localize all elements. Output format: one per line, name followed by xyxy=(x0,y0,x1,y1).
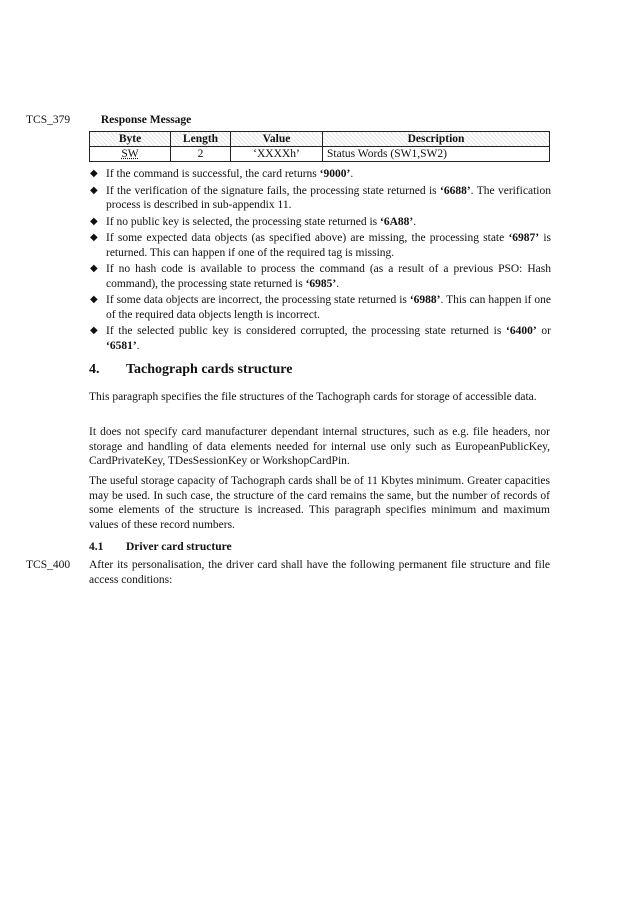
table-header-byte: Byte xyxy=(90,132,171,147)
list-item: ◆ If some data objects are incorrect, the processing state returned is ‘6988’. This can happen if one of the required data objects length is incorrect. xyxy=(90,294,551,321)
diamond-bullet-icon: ◆ xyxy=(90,184,98,196)
diamond-bullet-icon: ◆ xyxy=(90,215,98,227)
requirement-title: Response Message xyxy=(100,114,192,126)
table-row xyxy=(90,147,550,162)
list-item: ◆ If the verification of the signature fails, the processing state returned is ‘6688’. The verification process is described in sub-appendix 11. xyxy=(90,184,551,211)
requirement-heading xyxy=(26,113,191,127)
list-item: ◆ If some expected data objects (as specified above) are missing, the processing state ‘6987’ is returned. This can happen if one of the required tag is missing. xyxy=(90,232,551,259)
requirement-id: TCS_400 xyxy=(26,559,71,571)
subsection-heading xyxy=(89,541,232,553)
table-cell-value: ‘XXXXh’ xyxy=(231,147,323,162)
paragraph-capacity: The useful storage capacity of Tachograph cards shall be of 11 Kbytes minimum. Greater capacities may be used. In such case, the structure of the card remains the same, but the number of records of some elements of the structure is increased. This paragraph specifies minimum and maximum values of these record numbers. xyxy=(89,475,550,531)
table-header-value: Value xyxy=(231,132,323,147)
section-heading xyxy=(89,362,292,378)
list-item: ◆ If no hash code is available to process the command (as a result of a previous PSO: Hash command), the processing state returned is ‘6985’. xyxy=(90,263,551,290)
table-cell-description: Status Words (SW1,SW2) xyxy=(323,147,550,162)
requirement-text: After its personalisation, the driver card shall have the following permanent file structure and file access conditions: xyxy=(89,559,550,586)
table-header-row xyxy=(90,132,550,147)
table-header-description: Description xyxy=(323,132,550,147)
requirement-id: TCS_379 xyxy=(26,114,71,126)
subsection-number: 4.1 xyxy=(89,541,104,553)
diamond-bullet-icon: ◆ xyxy=(90,232,98,243)
diamond-bullet-icon: ◆ xyxy=(90,263,98,274)
response-message-table xyxy=(89,131,550,162)
subsection-title: Driver card structure xyxy=(126,541,232,553)
table-cell-length: 2 xyxy=(171,147,231,162)
diamond-bullet-icon: ◆ xyxy=(90,168,98,179)
diamond-bullet-icon: ◆ xyxy=(90,325,98,336)
list-item: ◆ If no public key is selected, the processing state returned is ‘6A88’. xyxy=(90,215,417,228)
list-item: ◆ If the command is successful, the card returns ‘9000’. xyxy=(90,168,354,180)
list-item: ◆ If the selected public key is considered corrupted, the processing state returned is ‘6400’ or ‘6581’. xyxy=(90,325,551,352)
requirement-tcs400 xyxy=(26,558,550,587)
paragraph-exclusions: It does not specify card manufacturer dependant internal structures, such as e.g. file headers, nor storage and handling of data elements needed for internal use only such as EuropeanPublicKey, CardPrivateKey, TDesSessionKey or WorkshopCardPin. xyxy=(89,426,550,467)
section-number: 4. xyxy=(89,362,100,377)
section-title: Tachograph cards structure xyxy=(126,362,293,377)
diamond-bullet-icon: ◆ xyxy=(90,294,98,305)
table-cell-byte: SW xyxy=(90,147,171,162)
paragraph-scope: This paragraph specifies the file structures of the Tachograph cards for storage of accessible data. xyxy=(89,391,537,403)
table-header-length: Length xyxy=(171,132,231,147)
status-bullet-list xyxy=(89,167,551,355)
